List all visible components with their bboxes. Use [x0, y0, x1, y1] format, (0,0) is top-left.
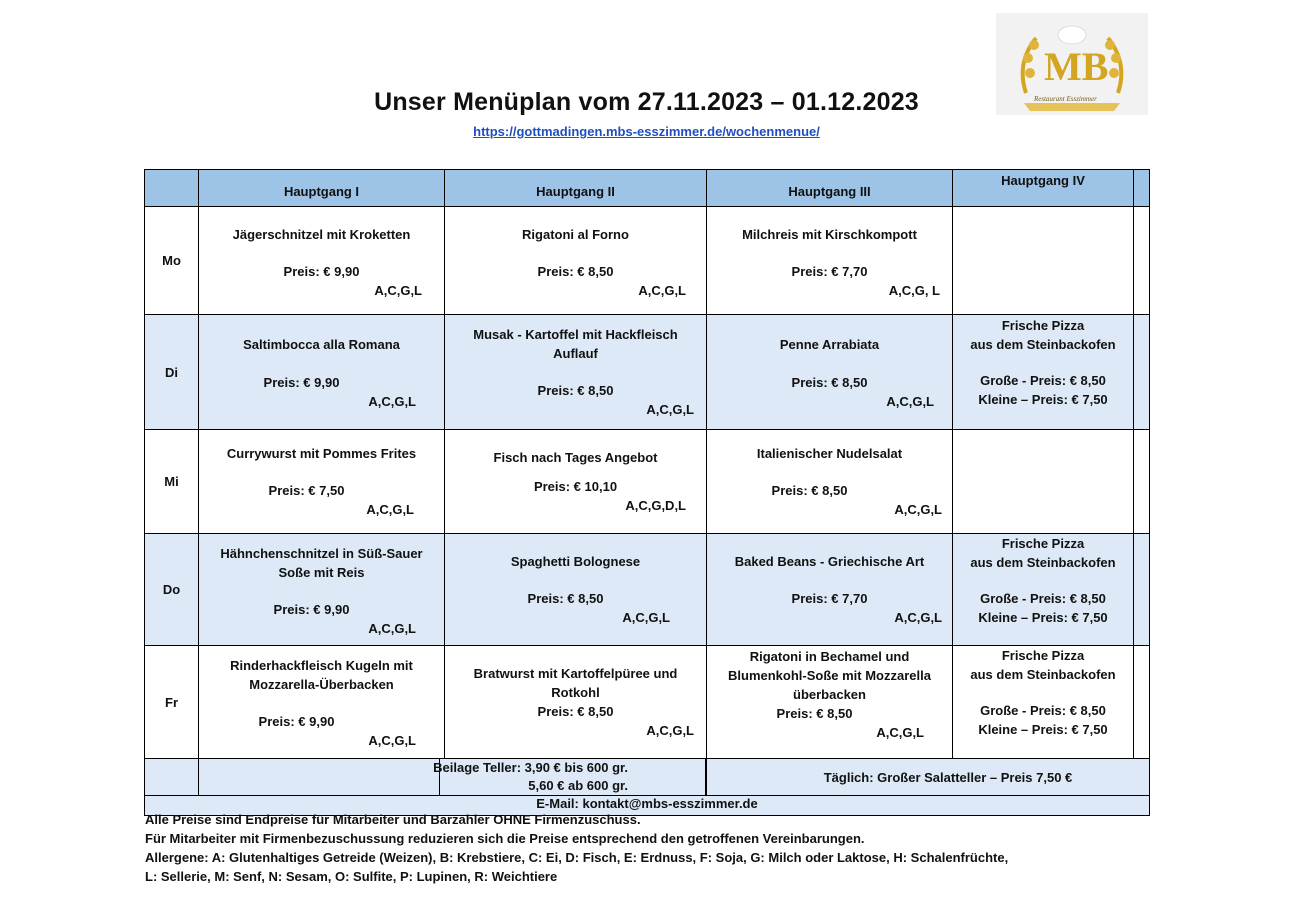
dish-allergens: A,C,G,L: [886, 394, 934, 409]
menu-cell: [445, 646, 707, 759]
menu-cell: [445, 315, 707, 430]
menu-cell: [199, 207, 445, 315]
salad-offer: Täglich: Großer Salatteller – Preis 7,50 €: [823, 769, 1073, 785]
menu-cell: [445, 207, 707, 315]
day-label: Mi: [145, 430, 199, 534]
day-label: Di: [145, 315, 199, 430]
note-prices: Alle Preise sind Endpreise für Mitarbeiter und Barzahler OHNE Firmenzuschuss.: [145, 812, 641, 827]
header-spacer: [1134, 170, 1150, 207]
menu-cell: [199, 646, 445, 759]
dish-name: Rigatoni in Bechamel und: [749, 649, 910, 664]
dish-price: Preis: € 10,10: [533, 479, 618, 494]
header-hauptgang-3: Hauptgang III: [707, 170, 953, 207]
dish-price: Preis: € 7,70: [791, 264, 868, 279]
dish-allergens: A,C,G,L: [646, 723, 694, 738]
menu-table: [144, 169, 1150, 816]
header-hauptgang-1: Hauptgang I: [199, 170, 445, 207]
dish-price: Preis: € 8,50: [537, 704, 614, 719]
pizza-subtitle: aus dem Steinbackofen: [970, 554, 1116, 570]
menu-cell: [707, 315, 953, 430]
dish-allergens: A,C,G,L: [366, 502, 414, 517]
pizza-cell: [953, 534, 1134, 646]
dish-name: Rigatoni al Forno: [522, 227, 629, 242]
day-label: Fr: [145, 646, 199, 759]
pizza-price-large: Große - Preis: € 8,50: [980, 373, 1106, 388]
dish-price: Preis: € 9,90: [263, 375, 340, 390]
dish-allergens: A,C,G,D,L: [625, 498, 686, 513]
dish-allergens: A,C,G,L: [368, 621, 416, 636]
beilage-line-1: Beilage Teller: 3,90 € bis 600 gr.: [433, 760, 628, 775]
pizza-price-large: Große - Preis: € 8,50: [980, 703, 1106, 718]
day-row-fr: [145, 646, 1150, 759]
dish-price: Preis: € 8,50: [537, 383, 614, 398]
dish-price: Preis: € 8,50: [776, 706, 853, 721]
pizza-subtitle: aus dem Steinbackofen: [970, 666, 1116, 682]
dish-allergens: A,C,G, L: [888, 283, 940, 298]
dish-allergens: A,C,G,L: [368, 733, 416, 748]
spacer-cell: [1134, 207, 1150, 315]
menu-cell-empty: [953, 207, 1134, 315]
footer-empty: [145, 759, 199, 796]
page-title: Unser Menüplan vom 27.11.2023 – 01.12.2023: [374, 88, 919, 116]
dish-name: Hähnchenschnitzel in Süß-Sauer: [220, 546, 423, 561]
dish-allergens: A,C,G,L: [894, 610, 942, 625]
dish-name-line2: Auflauf: [553, 346, 598, 361]
dish-name: Currywurst mit Pommes Frites: [226, 446, 417, 461]
menu-cell: [199, 534, 445, 646]
pizza-title: Frische Pizza: [1001, 536, 1085, 551]
menu-cell: [707, 646, 953, 759]
notes-block: [145, 810, 1008, 886]
beilage-line-2: 5,60 € ab 600 gr.: [528, 778, 628, 793]
footer-row: [145, 759, 1150, 796]
beilage-cell: [199, 759, 707, 796]
header-row: [145, 170, 1150, 207]
dish-name: Rinderhackfleisch Kugeln mit: [230, 658, 413, 673]
dish-name: Penne Arrabiata: [779, 337, 880, 352]
pizza-price-small: Kleine – Preis: € 7,50: [978, 721, 1108, 737]
logo-tagline: Restaurant Esszimmer: [1034, 95, 1097, 103]
pizza-cell: [953, 646, 1134, 759]
dish-name: Fisch nach Tages Angebot: [493, 450, 658, 465]
menu-cell: [199, 315, 445, 430]
dish-allergens: A,C,G,L: [368, 394, 416, 409]
dish-allergens: A,C,G,L: [638, 283, 686, 298]
dish-price: Preis: € 8,50: [537, 264, 614, 279]
menu-cell: [445, 430, 707, 534]
dish-price: Preis: € 9,90: [283, 264, 360, 279]
dish-name-line2: Soße mit Reis: [278, 565, 365, 580]
dish-name: Musak - Kartoffel mit Hackfleisch: [473, 327, 678, 342]
day-row-di: [145, 315, 1150, 430]
header-day: [145, 170, 199, 207]
dish-name: Spaghetti Bolognese: [510, 554, 641, 569]
dish-allergens: A,C,G,L: [646, 402, 694, 417]
pizza-price-small: Kleine – Preis: € 7,50: [978, 609, 1108, 625]
dish-name: Milchreis mit Kirschkompott: [742, 227, 917, 242]
dish-name: Bratwurst mit Kartoffelpüree und: [473, 666, 678, 681]
day-label: Mo: [145, 207, 199, 315]
header-hauptgang-4: Hauptgang IV: [953, 170, 1134, 207]
dish-name: Saltimbocca alla Romana: [243, 337, 400, 352]
dish-price: Preis: € 7,70: [791, 591, 868, 606]
day-row-mi: [145, 430, 1150, 534]
dish-price: Preis: € 8,50: [791, 375, 868, 390]
dish-price: Preis: € 9,90: [273, 602, 350, 617]
menu-cell: [707, 207, 953, 315]
logo-monogram: MB: [1044, 44, 1109, 89]
pizza-title: Frische Pizza: [1001, 648, 1085, 663]
dish-name: Italienischer Nudelsalat: [756, 446, 903, 461]
dish-name-line3: überbacken: [793, 687, 866, 702]
spacer-cell: [1134, 534, 1150, 646]
dish-price: Preis: € 8,50: [771, 483, 848, 498]
menu-cell: [445, 534, 707, 646]
day-row-mo: [145, 207, 1150, 315]
salad-cell: [707, 759, 1150, 796]
dish-allergens: A,C,G,L: [374, 283, 422, 298]
menu-cell: [707, 430, 953, 534]
dish-allergens: A,C,G,L: [622, 610, 670, 625]
dish-name-line2: Blumenkohl-Soße mit Mozzarella: [728, 668, 931, 683]
note-allergens-2: L: Sellerie, M: Senf, N: Sesam, O: Sulfite, P: Lupinen, R: Weichtiere: [145, 869, 558, 884]
contact-email[interactable]: E-Mail: kontakt@mbs-esszimmer.de: [536, 796, 758, 811]
menu-cell-empty: [953, 430, 1134, 534]
dish-price: Preis: € 9,90: [258, 714, 335, 729]
pizza-cell: [953, 315, 1134, 430]
menu-link[interactable]: https://gottmadingen.mbs-esszimmer.de/wochenmenue/: [473, 124, 820, 139]
pizza-title: Frische Pizza: [1001, 318, 1085, 333]
menu-cell: [199, 430, 445, 534]
pizza-price-small: Kleine – Preis: € 7,50: [978, 391, 1108, 407]
spacer-cell: [1134, 430, 1150, 534]
pizza-subtitle: aus dem Steinbackofen: [970, 336, 1116, 352]
dish-allergens: A,C,G,L: [876, 725, 924, 740]
dish-name: Jägerschnitzel mit Kroketten: [232, 227, 411, 242]
note-allergens-1: Allergene: A: Glutenhaltiges Getreide (Weizen), B: Krebstiere, C: Ei, D: Fisch, E: Erdnuss, F: Soja, G: Milch oder Laktose, H: Schalenfrüchte,: [145, 850, 1009, 865]
day-row-do: [145, 534, 1150, 646]
pizza-price-large: Große - Preis: € 8,50: [980, 591, 1106, 606]
spacer-cell: [1134, 646, 1150, 759]
spacer-cell: [1134, 315, 1150, 430]
dish-price: Preis: € 8,50: [527, 591, 604, 606]
note-subsidy: Für Mitarbeiter mit Firmenbezuschussung reduzieren sich die Preise entsprechend den getroffenen Vereinbarungen.: [145, 831, 865, 846]
dish-name-line2: Mozzarella-Überbacken: [249, 677, 394, 692]
day-label: Do: [145, 534, 199, 646]
dish-name-line2: Rotkohl: [551, 685, 600, 700]
dish-name: Baked Beans - Griechische Art: [734, 554, 925, 569]
dish-allergens: A,C,G,L: [894, 502, 942, 517]
header-hauptgang-2: Hauptgang II: [445, 170, 707, 207]
menu-cell: [707, 534, 953, 646]
dish-price: Preis: € 7,50: [268, 483, 345, 498]
